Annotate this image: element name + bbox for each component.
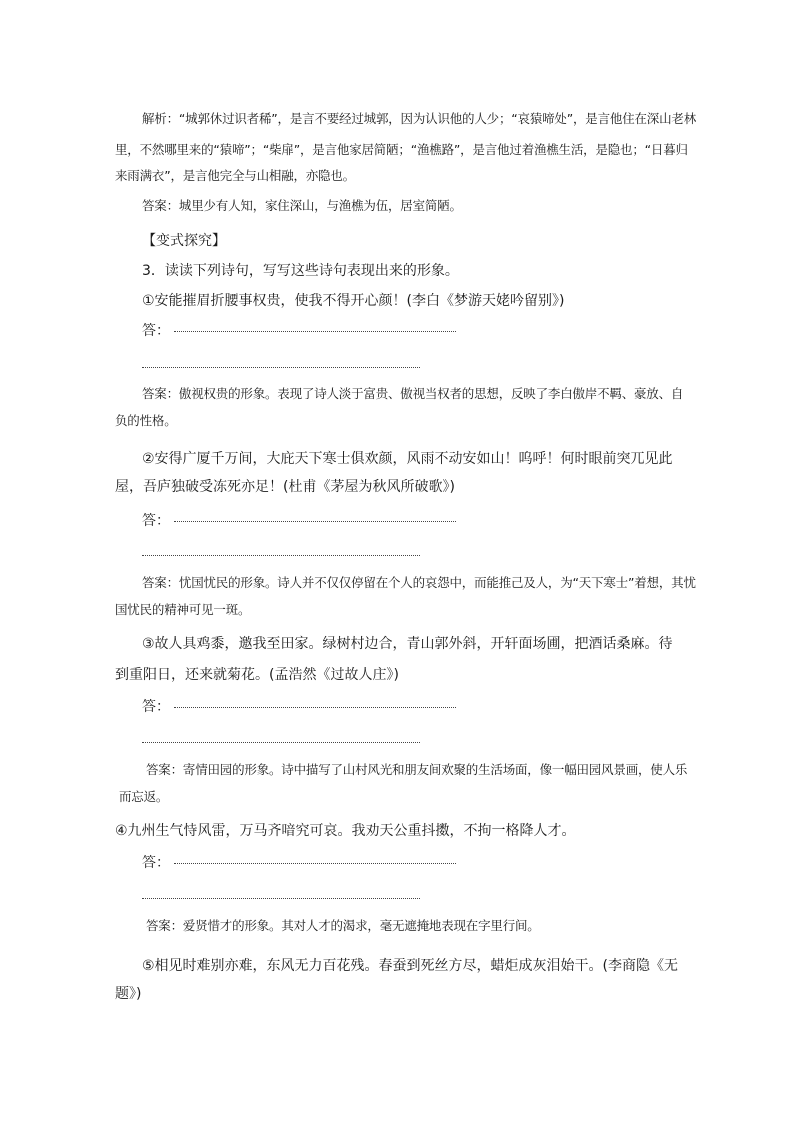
- poem-5-line-2: 题》): [115, 986, 142, 1002]
- answer-field-3[interactable]: [142, 696, 462, 716]
- question-stem: 3．读读下列诗句，写写这些诗句表现出来的形象。: [142, 263, 459, 279]
- answer-label: 答：: [142, 699, 170, 715]
- answer-rule-extra: [142, 555, 420, 556]
- analysis-line-2: 里，不然哪里来的“猿啼”；“柴扉”，是言他家居简陋；“渔樵路”，是言他过着渔樵生活，是隐也；“日暮归: [115, 142, 688, 157]
- answer-label: 答：: [142, 855, 170, 871]
- answer-rule-extra: [142, 367, 420, 368]
- answer-3-line-1: 答案：寄情田园的形象。诗中描写了山村风光和朋友间欢聚的生活场面，像一幅田园风景画，使人乐: [146, 762, 688, 777]
- answer-label: 答：: [142, 513, 170, 529]
- answer-4-line-1: 答案：爱贤惜才的形象。其对人才的渴求，毫无遮掩地表现在字里行间。: [146, 918, 540, 933]
- poem-3-line-2: 到重阳日，还来就菊花。(孟浩然《过故人庄》): [115, 667, 399, 683]
- analysis-answer: 答案：城里少有人知，家住深山，与渔樵为伍，居室简陋。: [142, 198, 462, 213]
- answer-2-line-1: 答案：忧国忧民的形象。诗人并不仅仅停留在个人的哀怨中，而能推己及人，为“天下寒士”着想，其忧: [142, 575, 696, 590]
- answer-3-line-2: 而忘返。: [119, 789, 169, 804]
- poem-4-line-1: ④九州生气恃风雷，万马齐喑究可哀。我劝天公重抖擞，不拘一格降人才。: [115, 823, 576, 839]
- answer-field-2[interactable]: [142, 510, 462, 530]
- answer-rule-extra: [142, 742, 420, 743]
- analysis-line-3: 来雨满衣”，是言他完全与山相融，亦隐也。: [115, 168, 355, 183]
- answer-rule: [174, 706, 456, 708]
- section-title: 【变式探究】: [142, 233, 226, 249]
- poem-2-line-2: 屋，吾庐独破受冻死亦足！(杜甫《茅屋为秋风所破歌》): [115, 479, 455, 495]
- answer-label: 答：: [142, 323, 170, 339]
- answer-1-line-1: 答案：傲视权贵的形象。表现了诗人淡于富贵、傲视当权者的思想，反映了李白傲岸不羁、豪放、自: [142, 386, 684, 401]
- answer-2-line-2: 国忧民的精神可见一斑。: [115, 602, 251, 617]
- answer-1-line-2: 负的性格。: [115, 413, 177, 428]
- poem-2-line-1: ②安得广厦千万间，大庇天下寒士俱欢颜，风雨不动安如山！呜呼！何时眼前突兀见此: [142, 451, 673, 467]
- answer-field-4[interactable]: [142, 852, 462, 872]
- poem-5-line-1: ⑤相见时难别亦难，东风无力百花残。春蚕到死丝方尽，蜡炬成灰泪始干。(李商隐《无: [142, 958, 679, 974]
- answer-rule: [174, 862, 456, 864]
- poem-1-line-1: ①安能摧眉折腰事权贵，使我不得开心颜！(李白《梦游天姥吟留别》): [142, 293, 565, 309]
- answer-rule-extra: [142, 898, 420, 899]
- answer-rule: [174, 520, 456, 522]
- analysis-line-1: 解析：“城郭休过识者稀”，是言不要经过城郭，因为认识他的人少；“哀猿啼处”，是言他住在深山老林: [142, 111, 697, 126]
- answer-field-1[interactable]: [142, 320, 462, 340]
- poem-3-line-1: ③故人具鸡黍，邀我至田家。绿树村边合，青山郭外斜，开轩面场圃，把酒话桑麻。待: [142, 636, 673, 652]
- answer-rule: [174, 330, 456, 332]
